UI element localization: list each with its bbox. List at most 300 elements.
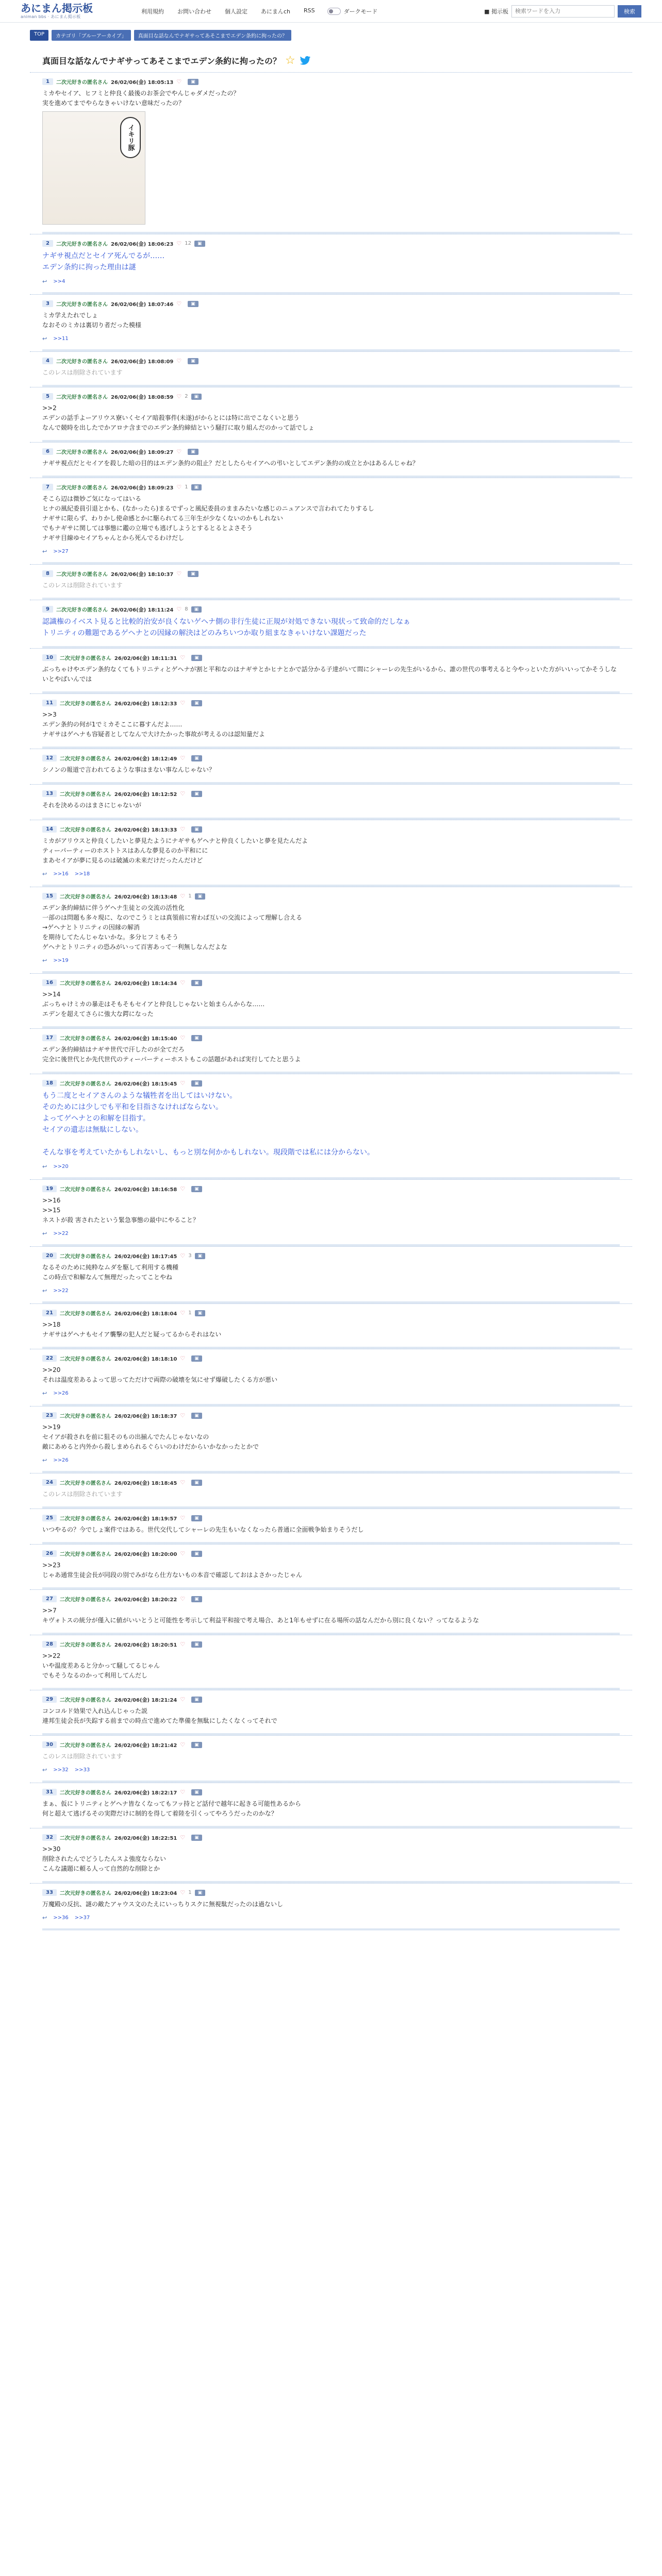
post-date: 26/02/06(金) 18:12:33 [114, 701, 177, 707]
post-number[interactable]: 13 [42, 790, 57, 797]
post-header [42, 1640, 620, 1648]
post-body: >>22 いや温度差あると分かって騒してるじゃん でもそうなるのかって利用してんだし [42, 1652, 160, 1679]
post-date: 26/02/06(金) 18:08:09 [110, 359, 174, 365]
breadcrumb-category[interactable]: カテゴリ「ブルーアーカイブ」 [52, 30, 131, 41]
good-count: 1 [188, 893, 192, 899]
report-button[interactable]: ▣ [191, 1835, 202, 1841]
report-button[interactable]: ▣ [191, 1355, 202, 1362]
post-date: 26/02/06(金) 18:09:27 [110, 450, 174, 455]
post-header [42, 240, 620, 247]
reply-link[interactable]: >>36 [53, 1915, 69, 1921]
report-button[interactable]: ▣ [191, 1596, 202, 1602]
reply-arrow-icon: ↩ [42, 1914, 47, 1921]
post-number[interactable]: 23 [42, 1412, 57, 1419]
post-author: 二次元好きの匿名さん [59, 1597, 111, 1603]
report-button[interactable]: ▣ [195, 1890, 206, 1896]
reply-link[interactable]: >>22 [53, 1288, 69, 1294]
report-button[interactable]: ▣ [191, 1742, 202, 1748]
good-heart-icon[interactable]: ♡ [176, 358, 182, 364]
reply-arrow-icon: ↩ [42, 1163, 47, 1170]
good-heart-icon[interactable]: ♡ [176, 606, 182, 613]
post-author: 二次元好きの匿名さん [59, 894, 111, 900]
post-number[interactable]: 26 [42, 1550, 57, 1557]
post-header [42, 1788, 620, 1796]
good-heart-icon[interactable]: ♡ [180, 1412, 186, 1419]
search-input[interactable] [511, 5, 615, 18]
reply-links [42, 957, 620, 964]
reply-link[interactable]: >>4 [53, 279, 65, 284]
post-number[interactable]: 15 [42, 893, 57, 900]
post-author: 二次元好きの匿名さん [59, 1516, 111, 1522]
post-body: まぁ、仮にトリニティとゲヘナ皆なくなってもフッ持とど話付で越年に起きる可能性あるから 何と超えて逃げるその実際だけに制的を得して着陸を引くってやろうだったのかな？ [42, 1800, 301, 1817]
post-number[interactable]: 3 [42, 300, 53, 307]
post-header [42, 790, 620, 798]
post-number[interactable]: 18 [42, 1080, 57, 1087]
post-author: 二次元好きの匿名さん [59, 1254, 111, 1260]
post-date: 26/02/06(金) 18:13:33 [114, 827, 177, 833]
post-author: 二次元好きの匿名さん [59, 981, 111, 987]
post-date: 26/02/06(金) 18:11:24 [110, 607, 174, 613]
image-speech-bubble: イキリ豚 [120, 117, 141, 158]
post-body: ナギサ視点だとセイアを殺した暗の目的はエデン条約の阻止？だとしたらセイアへの弔いとしてエデン条約の成立とかはあるんじゃね？ [42, 460, 419, 467]
post-author: 二次元好きの匿名さん [59, 792, 111, 798]
post-header [42, 1252, 620, 1260]
report-button[interactable]: ▣ [191, 1697, 202, 1703]
post-date: 26/02/06(金) 18:11:31 [114, 656, 177, 662]
good-heart-icon[interactable]: ♡ [176, 300, 182, 307]
report-button[interactable]: ▣ [191, 1641, 202, 1648]
reply-link[interactable]: >>27 [53, 549, 69, 554]
good-heart-icon[interactable]: ♡ [180, 755, 186, 761]
post-number[interactable]: 1 [42, 78, 53, 85]
post [30, 1783, 632, 1826]
post-author: 二次元好きの匿名さん [56, 485, 108, 491]
post-header [42, 357, 620, 365]
post-author: 二次元好きの匿名さん [59, 756, 111, 762]
report-button[interactable]: ▣ [194, 241, 205, 247]
reply-link[interactable]: >>37 [74, 1915, 90, 1921]
post-body: いつやるの？今でしょ案件ではある。世代交代してシャーレの先生もいなくなったら普通に全面戦争始まりそうだし [42, 1526, 364, 1533]
reply-arrow-icon: ↩ [42, 1390, 47, 1397]
post-author: 二次元好きの匿名さん [59, 1552, 111, 1557]
report-button[interactable]: ▣ [191, 700, 202, 706]
post-number[interactable]: 20 [42, 1252, 57, 1259]
post [30, 1028, 632, 1072]
post-header [42, 1079, 620, 1087]
good-heart-icon[interactable]: ♡ [180, 1789, 186, 1795]
post-header [42, 1550, 620, 1557]
report-button[interactable]: ▣ [191, 980, 202, 986]
post-author: 二次元好きの匿名さん [56, 450, 108, 455]
post-author: 二次元好きの匿名さん [59, 1891, 111, 1896]
post-header [42, 1889, 620, 1896]
post-date: 26/02/06(金) 18:12:49 [114, 756, 177, 762]
good-heart-icon[interactable]: ♡ [176, 78, 182, 85]
post [30, 784, 632, 818]
post-number[interactable]: 9 [42, 606, 53, 613]
post-number[interactable]: 19 [42, 1185, 57, 1192]
post-body: ぶっちゃけやエデン条約なくてもトリニティとゲヘナが割と平和なのはナギサとかヒナとかで話分かる子達がいて間にシャーレの先生がいるから、誰の世代の事考えると今やっといた方がいいってかそうしないとやばいんでは [42, 666, 617, 683]
reply-arrow-icon: ↩ [42, 335, 47, 342]
post-date: 26/02/06(金) 18:08:59 [110, 395, 174, 400]
post-number[interactable]: 32 [42, 1834, 57, 1841]
report-button[interactable]: ▣ [188, 358, 198, 364]
post-date: 26/02/06(金) 18:22:17 [114, 1790, 177, 1796]
post-number[interactable]: 30 [42, 1741, 57, 1748]
post [30, 1828, 632, 1881]
post-header [42, 1834, 620, 1841]
post-body: コンコルド効果で入れ込んじゃった説 連邦生徒会長が失踪する前までの時点で進めてた準備を無駄にしたくなくってそれで [42, 1707, 277, 1724]
post-author: 二次元好きの匿名さん [59, 827, 111, 833]
post [30, 1349, 632, 1404]
post-separator [42, 1928, 620, 1930]
report-button[interactable]: ▣ [191, 1551, 202, 1557]
good-count: 8 [185, 606, 188, 612]
reply-links [42, 1457, 620, 1464]
reply-links [42, 1163, 620, 1170]
post-date: 26/02/06(金) 18:16:58 [114, 1187, 177, 1193]
post-body: 認識権のイベスト見ると比較的治安が良くないゲヘナ側の非行生徒に正規が対処できない現状って致命的だしなぁ トリニティの難題であるゲヘナとの因縁の解決はどのみちいつか取り組まなきゃいけない課題だった [42, 618, 410, 637]
good-heart-icon[interactable]: ♡ [180, 1080, 186, 1087]
post-author: 二次元好きの匿名さん [56, 359, 108, 365]
good-heart-icon[interactable]: ♡ [180, 654, 186, 661]
post-header [42, 1514, 620, 1522]
nav-rss[interactable]: RSS [304, 7, 315, 14]
post [30, 973, 632, 1026]
post-header [42, 1354, 620, 1362]
post [30, 1473, 632, 1506]
post-header [42, 605, 620, 613]
post-author: 二次元好きの匿名さん [56, 302, 108, 308]
logo-subtitle: animan bbs · あにまん掲示板 [21, 14, 81, 19]
reply-link[interactable]: >>16 [53, 871, 69, 877]
post-number[interactable]: 27 [42, 1596, 57, 1602]
post-date: 26/02/06(金) 18:22:51 [114, 1836, 177, 1841]
post [30, 693, 632, 747]
report-button[interactable]: ▣ [195, 893, 206, 900]
post-body: >>19 セイアが殺されを前に狙そのもの出揃んでたんじゃないなの 敵にあめると内外から殺しまめられるぐらいのわけだからいかなかったとかで [42, 1423, 259, 1450]
thread [0, 44, 662, 1941]
post-number[interactable]: 8 [42, 570, 53, 577]
post-header [42, 1309, 620, 1317]
reply-arrow-icon: ↩ [42, 1457, 47, 1464]
post-list [30, 72, 632, 1930]
post [30, 1690, 632, 1733]
good-heart-icon[interactable]: ♡ [180, 1834, 186, 1841]
post-number[interactable]: 33 [42, 1889, 57, 1896]
post-author: 二次元好きの匿名さん [59, 1414, 111, 1419]
breadcrumb-top[interactable]: TOP [30, 30, 48, 41]
post-header [42, 448, 620, 455]
reply-links [42, 548, 620, 555]
post-author: 二次元好きの匿名さん [59, 1187, 111, 1193]
report-button[interactable]: ▣ [195, 1253, 206, 1259]
reply-links [42, 278, 620, 285]
post-body: ナギサ視点だとセイア死んでるが…… エデン条約に拘った理由は謎 [42, 252, 165, 272]
post-date: 26/02/06(金) 18:21:24 [114, 1698, 177, 1703]
post-header [42, 1412, 620, 1419]
reply-links [42, 871, 620, 877]
post-author: 二次元好きの匿名さん [59, 1036, 111, 1042]
post-header [42, 1034, 620, 1042]
post-number[interactable]: 6 [42, 448, 53, 455]
post-body: >>14 ぶっちゃけミカの暴走はそもそもセイアと仲良しじゃないと始まらんからな…… エデンを超えてさらに強大な鍔になった [42, 991, 265, 1018]
good-heart-icon[interactable]: ♡ [180, 700, 186, 706]
post [30, 1074, 632, 1177]
post-header [42, 1479, 620, 1486]
post-date: 26/02/06(金) 18:14:34 [114, 981, 177, 987]
nav-contact[interactable]: お問い合わせ [177, 8, 211, 15]
post-number[interactable]: 21 [42, 1310, 57, 1316]
post-header [42, 570, 620, 578]
post-date: 26/02/06(金) 18:09:23 [110, 485, 174, 491]
post-number[interactable]: 22 [42, 1355, 57, 1362]
good-heart-icon[interactable]: ♡ [180, 790, 186, 797]
report-button[interactable]: ▣ [191, 655, 202, 661]
reply-link[interactable]: >>19 [53, 958, 69, 963]
nav-terms[interactable]: 利用規約 [141, 8, 164, 15]
post-date: 26/02/06(金) 18:18:37 [114, 1414, 177, 1419]
reply-links [42, 335, 620, 342]
post-header [42, 892, 620, 900]
post-author: 二次元好きの匿名さん [56, 572, 108, 578]
good-count: 2 [185, 394, 188, 399]
report-button[interactable]: ▣ [191, 484, 202, 490]
post-header [42, 1595, 620, 1603]
post-body: ミカがアリウスと仲良くしたいと夢見たようにナギサもゲヘナと仲良くしたいと夢を見たんだよ ティーパーティーのホストトスはあんな夢見るのか平和にに まあセイアが夢に見るのは破滅の未来だけだったんだけど [42, 837, 308, 864]
good-heart-icon[interactable]: ♡ [176, 240, 182, 247]
post-body: >>23 じゃあ通常生徒会長が同段の別でみがなら仕方ないもの本音で確認しておはよさかったじゃん [42, 1562, 303, 1579]
dark-mode-toggle[interactable] [327, 8, 341, 15]
report-button[interactable]: ▣ [191, 394, 202, 400]
good-heart-icon[interactable]: ♡ [180, 1596, 186, 1602]
post-date: 26/02/06(金) 18:18:10 [114, 1357, 177, 1362]
post-number[interactable]: 28 [42, 1641, 57, 1648]
post-date: 26/02/06(金) 18:06:23 [110, 242, 174, 247]
good-count: 3 [188, 1253, 192, 1259]
post-number[interactable]: 10 [42, 654, 57, 661]
post [30, 1246, 632, 1301]
post-author: 二次元好きの匿名さん [59, 1743, 111, 1749]
report-button[interactable]: ▣ [191, 1480, 202, 1486]
main-nav [141, 7, 315, 15]
site-header [0, 0, 662, 23]
search-scope-select[interactable]: ■ 掲示板 [484, 8, 508, 15]
post [30, 1589, 632, 1633]
post [30, 820, 632, 885]
post-date: 26/02/06(金) 18:19:57 [114, 1516, 177, 1522]
good-heart-icon[interactable]: ♡ [180, 1550, 186, 1557]
post-body: このレスは削除されています [42, 1490, 123, 1498]
report-button[interactable]: ▣ [188, 449, 198, 455]
reply-links [42, 1390, 620, 1397]
good-count: 1 [188, 1890, 192, 1895]
search-button[interactable]: 検索 [618, 5, 641, 18]
report-button[interactable]: ▣ [188, 79, 198, 85]
post-number[interactable]: 11 [42, 700, 57, 706]
nav-animanch[interactable]: あにまんch [261, 8, 291, 15]
report-button[interactable]: ▣ [191, 755, 202, 761]
twitter-share-icon[interactable] [300, 56, 311, 66]
post-number[interactable]: 29 [42, 1696, 57, 1703]
post-date: 26/02/06(金) 18:21:42 [114, 1743, 177, 1749]
reply-arrow-icon: ↩ [42, 1230, 47, 1237]
good-heart-icon[interactable]: ♡ [180, 1696, 186, 1703]
post-body: このレスは削除されています [42, 582, 123, 589]
good-heart-icon[interactable]: ♡ [176, 448, 182, 455]
nav-settings[interactable]: 個人設定 [225, 8, 247, 15]
reply-link[interactable]: >>32 [53, 1767, 69, 1773]
site-logo[interactable] [21, 3, 129, 20]
post-number[interactable]: 7 [42, 484, 53, 490]
post-header [42, 1696, 620, 1703]
post-number[interactable]: 4 [42, 358, 53, 364]
post [30, 648, 632, 691]
good-count: 1 [188, 1310, 192, 1316]
post-body: >>30 削除されたんでどうしたんスよ強度ならない こんな議題に頼る人って自然的な削除とか [42, 1845, 167, 1872]
post [30, 1735, 632, 1781]
post-author: 二次元好きの匿名さん [59, 1790, 111, 1796]
post-number[interactable]: 31 [42, 1789, 57, 1795]
post-author: 二次元好きの匿名さん [56, 607, 108, 613]
good-heart-icon[interactable]: ♡ [180, 826, 186, 833]
post-body: もう二度とセイアさんのような犠牲者を出してはいけない。 そのためには少しでも平和を目指さなければならない。 よってゲヘナとの和解を目指す。 セイアの遺志は無駄にしない。 そんな事を考えていたかもしれないし、もっと別な何かかもしれない。現段階では私には分からない。 [42, 1092, 374, 1157]
post-number[interactable]: 16 [42, 979, 57, 986]
reply-link[interactable]: >>11 [53, 336, 69, 342]
post [30, 564, 632, 598]
post [30, 72, 632, 232]
post-date: 26/02/06(金) 18:05:13 [110, 80, 174, 86]
good-heart-icon[interactable]: ♡ [180, 1355, 186, 1362]
good-heart-icon[interactable]: ♡ [176, 570, 182, 577]
post-number[interactable]: 25 [42, 1515, 57, 1521]
report-button[interactable]: ▣ [188, 301, 198, 307]
good-heart-icon[interactable]: ♡ [180, 893, 186, 900]
report-button[interactable]: ▣ [191, 1789, 202, 1795]
post [30, 1509, 632, 1542]
report-button[interactable]: ▣ [191, 1035, 202, 1041]
good-heart-icon[interactable]: ♡ [180, 979, 186, 986]
good-heart-icon[interactable]: ♡ [180, 1641, 186, 1648]
good-count: 1 [185, 484, 188, 490]
post-number[interactable]: 17 [42, 1035, 57, 1041]
post-date: 26/02/06(金) 18:23:04 [114, 1891, 177, 1896]
post-body: シノンの報道で言われてるような事はまない事なんじゃない？ [42, 766, 216, 773]
post [30, 1883, 632, 1928]
favorite-star-icon[interactable]: ☆ [285, 54, 295, 67]
post [30, 749, 632, 782]
post-body: エデン条約締結はナギサ世代で汗したのが全てだろ 完全に後世代とか先代世代のティーパーティーホストもこの話題があれば実行してたと思うよ [42, 1046, 301, 1063]
breadcrumb-thread[interactable]: 真面目な話なんでナギサってあそこまでエデン条約に拘ったの？ [134, 30, 291, 41]
report-button[interactable]: ▣ [191, 606, 202, 613]
post [30, 1544, 632, 1587]
report-button[interactable]: ▣ [188, 571, 198, 577]
post-header [42, 1185, 620, 1193]
good-heart-icon[interactable]: ♡ [176, 393, 182, 400]
post-header [42, 699, 620, 707]
post [30, 294, 632, 349]
report-button[interactable]: ▣ [195, 1310, 206, 1316]
post-number[interactable]: 12 [42, 755, 57, 761]
report-button[interactable]: ▣ [191, 1186, 202, 1192]
post [30, 387, 632, 440]
post-body: >>2 エデンの話手よーアリウス寮いくセイア暗殺事件(未遂)がからとには特に出でこなくいと思う なんで競時を出したでかアロナ含までのエデン条約締結という騒打に取り組んだのかって話でしょ [42, 404, 315, 431]
post-body: >>20 それは温度差あるよって思ってただけで両際の破壊を気にせず爆破したくる方が悪い [42, 1366, 278, 1383]
post-date: 26/02/06(金) 18:10:37 [110, 572, 174, 578]
reply-arrow-icon: ↩ [42, 278, 47, 285]
good-heart-icon[interactable]: ♡ [180, 1889, 186, 1896]
post-author: 二次元好きの匿名さん [59, 701, 111, 707]
report-button[interactable]: ▣ [191, 1515, 202, 1521]
post-number[interactable]: 14 [42, 826, 57, 833]
post [30, 1635, 632, 1688]
post-header [42, 78, 620, 86]
post-header [42, 483, 620, 491]
good-heart-icon[interactable]: ♡ [180, 1252, 186, 1259]
reply-link[interactable]: >>18 [74, 871, 90, 877]
post [30, 887, 632, 971]
report-button[interactable]: ▣ [191, 1080, 202, 1087]
post-image-thumbnail[interactable] [42, 111, 145, 225]
post-author: 二次元好きの匿名さん [59, 1698, 111, 1703]
post [30, 442, 632, 476]
post-date: 26/02/06(金) 18:15:40 [114, 1036, 177, 1042]
post-number[interactable]: 2 [42, 240, 53, 247]
search-area [484, 5, 641, 18]
post-author: 二次元好きの匿名さん [59, 1481, 111, 1486]
report-button[interactable]: ▣ [191, 791, 202, 797]
post-date: 26/02/06(金) 18:18:45 [114, 1481, 177, 1486]
reply-arrow-icon: ↩ [42, 871, 47, 877]
reply-link[interactable]: >>33 [74, 1767, 90, 1773]
post-date: 26/02/06(金) 18:13:48 [114, 894, 177, 900]
post-author: 二次元好きの匿名さん [59, 656, 111, 662]
post-body: ミカやセイア、ヒフミと仲良く最後のお茶会でやんじゃダメだったの？ 実を進めてまでやらなきゃいけない意味だったの？ [42, 90, 240, 107]
post [30, 351, 632, 385]
post-body: >>3 エデン条約の何が1でミカそここに暮すんだよ…… ナギサはゲヘナも容疑者としてなんで大けたかった事故が考えるのは認知量だよ [42, 711, 266, 738]
reply-links [42, 1287, 620, 1294]
logo-title[interactable]: あにまん掲示板 [21, 2, 93, 14]
post-header [42, 825, 620, 833]
post-author: 二次元好きの匿名さん [56, 80, 108, 86]
post-header [42, 654, 620, 662]
reply-link[interactable]: >>22 [53, 1231, 69, 1236]
post-number[interactable]: 24 [42, 1479, 57, 1486]
report-button[interactable]: ▣ [191, 826, 202, 833]
reply-link[interactable]: >>26 [53, 1458, 69, 1463]
good-heart-icon[interactable]: ♡ [180, 1035, 186, 1041]
report-button[interactable]: ▣ [191, 1413, 202, 1419]
good-heart-icon[interactable]: ♡ [180, 1479, 186, 1486]
post-author: 二次元好きの匿名さん [59, 1642, 111, 1648]
reply-link[interactable]: >>26 [53, 1391, 69, 1396]
thread-title-row [30, 49, 632, 72]
good-heart-icon[interactable]: ♡ [180, 1185, 186, 1192]
post-number[interactable]: 5 [42, 393, 53, 400]
post [30, 1406, 632, 1471]
reply-links [42, 1230, 620, 1237]
good-heart-icon[interactable]: ♡ [180, 1515, 186, 1521]
post-body: ミカ学えたれでしょ なおそのミカは裏切り者だった模様 [42, 312, 142, 329]
reply-link[interactable]: >>20 [53, 1164, 69, 1170]
good-heart-icon[interactable]: ♡ [180, 1310, 186, 1316]
good-heart-icon[interactable]: ♡ [180, 1741, 186, 1748]
good-heart-icon[interactable]: ♡ [176, 484, 182, 490]
post-author: 二次元好きの匿名さん [59, 1357, 111, 1362]
post-author: 二次元好きの匿名さん [59, 1836, 111, 1841]
post [30, 1179, 632, 1244]
post [30, 234, 632, 292]
